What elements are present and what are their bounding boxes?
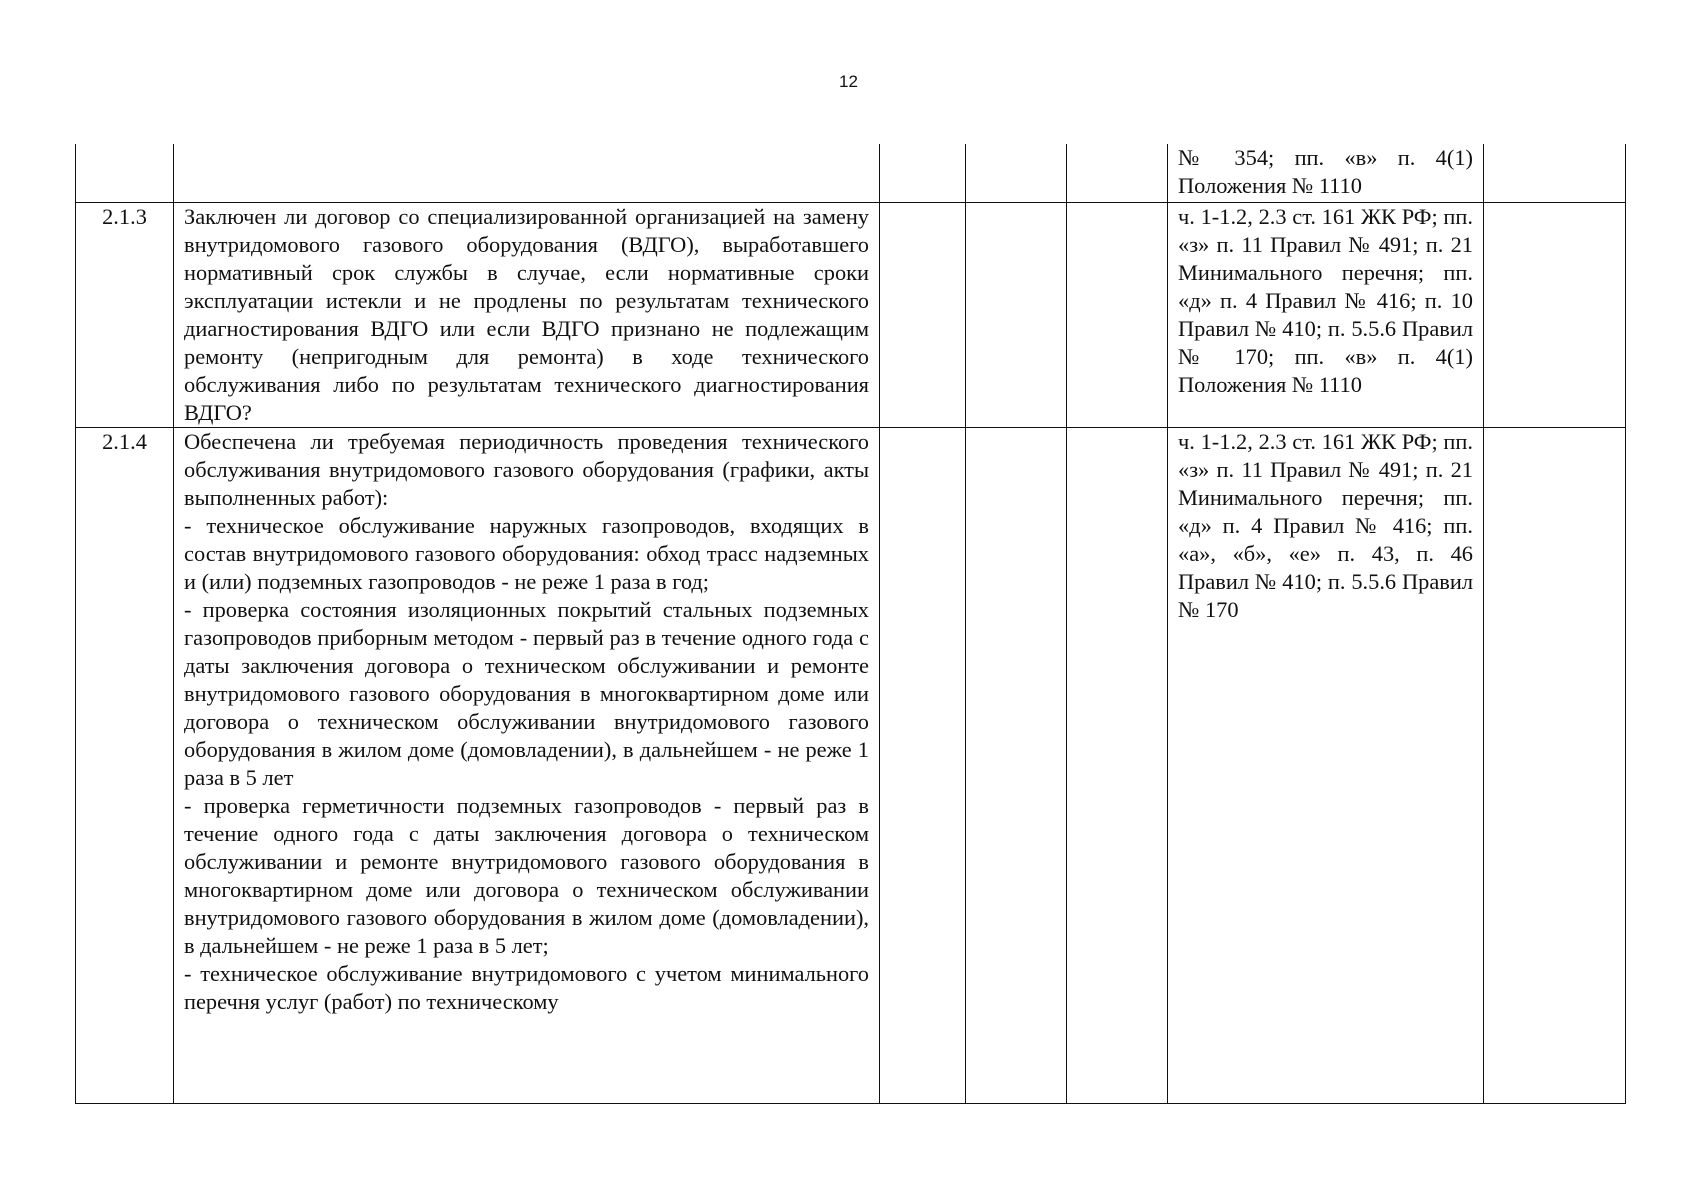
row-number: 2.1.4	[76, 427, 174, 1103]
reference-cell: ч. 1-1.2, 2.3 ст. 161 ЖК РФ; пп. «з» п. 11 Правил № 491; п. 21 Минимального перечня; пп. «д» п. 4 Правил № 416; п. 10 Правил № 410; п. 5.5.6 Правил № 170; пп. «в» п. 4(1) Положения № 1110	[1168, 202, 1484, 427]
note-cell	[1484, 144, 1626, 202]
note-cell	[1484, 427, 1626, 1103]
answer-yes-cell	[880, 427, 966, 1103]
question-cell: Заключен ли договор со специализированной организацией на замену внутридомового газового оборудования (ВДГО), выработавшего нормативный срок службы в случае, если нормативные сроки эксплуатации истекли и не продлены по результатам технического диагностирования ВДГО или если ВДГО признано не подлежащим ремонту (непригодным для ремонта) в ходе технического обслуживания либо по результатам технического диагностирования ВДГО?	[174, 202, 880, 427]
answer-na-cell	[1067, 202, 1168, 427]
table-row	[76, 144, 1626, 202]
question-cell	[174, 144, 880, 202]
answer-no-cell	[966, 202, 1067, 427]
question-item: - техническое обслуживание наружных газопроводов, входящих в состав внутридомового газового оборудования: обход трасс надземных и (или) подземных газопроводов - не реже 1 раза в год;	[184, 512, 869, 594]
question-cell	[174, 427, 880, 1103]
answer-na-cell	[1067, 144, 1168, 202]
answer-no-cell	[966, 427, 1067, 1103]
note-cell	[1484, 202, 1626, 427]
question-item: - проверка состояния изоляционных покрытий стальных подземных газопроводов приборным методом - первый раз в течение одного года с даты заключения договора о техническом обслуживании и ремонте внутридомового газового оборудования в многоквартирном доме или договора о техническом обслуживании внутридомового газового оборудования в жилом доме (домовладении), в дальнейшем - не реже 1 раза в 5 лет	[184, 596, 869, 790]
question-item: - техническое обслуживание внутридомового с учетом минимального перечня услуг (работ) по техническому	[184, 960, 869, 1014]
table-row	[76, 427, 1626, 1103]
row-number: 2.1.3	[76, 202, 174, 427]
reference-cell: № 354; пп. «в» п. 4(1) Положения № 1110	[1168, 144, 1484, 202]
answer-na-cell	[1067, 427, 1168, 1103]
answer-yes-cell	[880, 144, 966, 202]
reference-cell: ч. 1-1.2, 2.3 ст. 161 ЖК РФ; пп. «з» п. 11 Правил № 491; п. 21 Минимального перечня; пп. «д» п. 4 Правил № 416; пп. «а», «б», «е» п. 43, п. 46 Правил № 410; п. 5.5.6 Правил № 170	[1168, 427, 1484, 1103]
checklist-table	[75, 144, 1626, 1104]
page-number: 12	[839, 72, 858, 91]
question-item: - проверка герметичности подземных газопроводов - первый раз в течение одного года с даты заключения договора о техническом обслуживании и ремонте внутридомового газового оборудования в многоквартирном доме или договора о техническом обслуживании внутридомового газового оборудования в жилом доме (домовладении), в дальнейшем - не реже 1 раза в 5 лет;	[184, 792, 869, 958]
row-number	[76, 144, 174, 202]
answer-yes-cell	[880, 202, 966, 427]
question-intro: Обеспечена ли требуемая периодичность проведения технического обслуживания внутридомового газового оборудования (графики, акты выполненных работ):	[184, 428, 869, 510]
table-row	[76, 202, 1626, 427]
answer-no-cell	[966, 144, 1067, 202]
